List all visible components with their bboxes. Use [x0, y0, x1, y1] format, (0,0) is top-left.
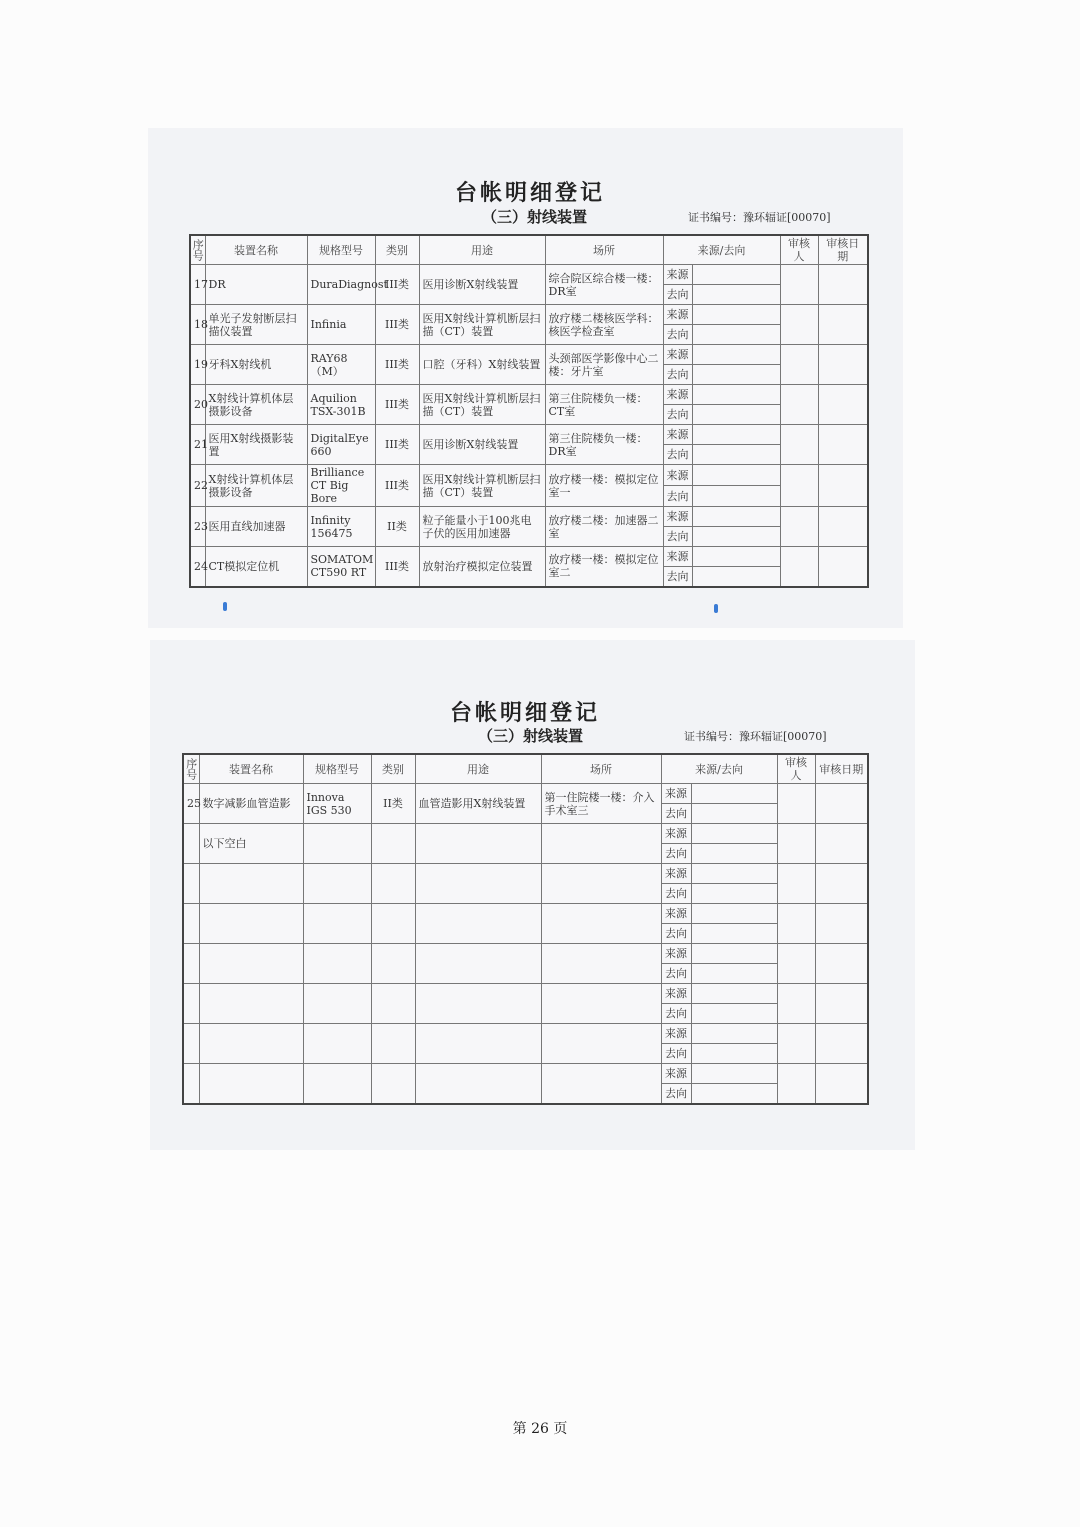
row-source-value: [692, 465, 780, 486]
row-dest-label: 去向: [663, 527, 692, 547]
row-source-label: 来源: [663, 305, 692, 325]
row-site: [541, 1064, 661, 1104]
row-source-value: [691, 824, 777, 844]
row-review-date: [818, 305, 868, 345]
row-review-date: [815, 1064, 868, 1104]
row-review-date: [818, 345, 868, 385]
header-source-dest: 来源/去向: [663, 235, 780, 265]
row-reviewer: [777, 1024, 815, 1064]
row-source-label: 来源: [663, 385, 692, 405]
row-dest-value: [692, 567, 780, 587]
header-name: 装置名称: [205, 235, 307, 265]
row-use: 血管造影用X射线装置: [415, 784, 541, 824]
scan-mark-dot: [714, 604, 718, 613]
row-dest-value: [692, 527, 780, 547]
row-site: [541, 984, 661, 1024]
row-dest-value: [691, 1044, 777, 1064]
table-row: [183, 864, 868, 884]
row-seq: [183, 984, 199, 1024]
row-category: [371, 904, 415, 944]
row-source-value: [692, 507, 780, 527]
row-dest-label: 去向: [661, 1004, 691, 1024]
row-source-value: [692, 345, 780, 365]
row-dest-label: 去向: [663, 325, 692, 345]
section1-title: 台帐明细登记: [455, 181, 606, 206]
row-reviewer: [777, 984, 815, 1024]
row-source-label: 来源: [663, 465, 692, 486]
row-reviewer: [777, 944, 815, 984]
header-source-dest: 来源/去向: [661, 754, 777, 784]
row-device-name: X射线计算机体层摄影设备: [205, 385, 307, 425]
row-device-name: [199, 984, 303, 1024]
row-model: SOMATOM CT590 RT: [307, 547, 375, 587]
row-use: 粒子能量小于100兆电子伏的医用加速器: [419, 507, 545, 547]
row-site: [541, 864, 661, 904]
row-category: II类: [371, 784, 415, 824]
row-category: [371, 984, 415, 1024]
row-seq: [183, 944, 199, 984]
table-row: [183, 984, 868, 1004]
row-source-label: 来源: [661, 1064, 691, 1084]
header-review-date: 审核日期: [815, 754, 868, 784]
row-dest-label: 去向: [661, 964, 691, 984]
row-site: 综合院区综合楼一楼：DR室: [545, 265, 663, 305]
row-seq: 19: [190, 345, 205, 385]
header-category: 类别: [371, 754, 415, 784]
row-dest-value: [692, 325, 780, 345]
row-source-label: 来源: [663, 425, 692, 445]
row-device-name: 数字减影血管造影: [199, 784, 303, 824]
row-reviewer: [780, 547, 818, 587]
ledger-table-2: [182, 753, 869, 1105]
row-category: [371, 824, 415, 864]
header-name: 装置名称: [199, 754, 303, 784]
row-category: III类: [375, 547, 419, 587]
row-source-label: 来源: [663, 547, 692, 567]
row-source-label: 来源: [661, 824, 691, 844]
row-site: 放疗楼二楼：加速器二室: [545, 507, 663, 547]
row-review-date: [815, 1024, 868, 1064]
row-device-name: 医用直线加速器: [205, 507, 307, 547]
row-use: 医用X射线计算机断层扫描（CT）装置: [419, 305, 545, 345]
row-source-label: 来源: [661, 864, 691, 884]
row-model: DigitalEye 660: [307, 425, 375, 465]
row-device-name: [199, 944, 303, 984]
section2-subtitle: （三）射线装置: [478, 727, 584, 745]
row-device-name: 医用X射线摄影装置: [205, 425, 307, 465]
row-source-value: [691, 1064, 777, 1084]
row-dest-value: [691, 804, 777, 824]
row-category: III类: [375, 265, 419, 305]
row-reviewer: [780, 305, 818, 345]
row-dest-value: [692, 365, 780, 385]
row-reviewer: [780, 507, 818, 547]
row-use: 医用X射线计算机断层扫描（CT）装置: [419, 465, 545, 507]
header-use: 用途: [419, 235, 545, 265]
row-category: III类: [375, 345, 419, 385]
row-device-name: [199, 864, 303, 904]
row-review-date: [815, 864, 868, 904]
row-use: 口腔（牙科）X射线装置: [419, 345, 545, 385]
row-model: Aquilion TSX-301B: [307, 385, 375, 425]
row-source-value: [692, 547, 780, 567]
row-dest-value: [691, 964, 777, 984]
row-source-value: [691, 1024, 777, 1044]
row-use: 医用诊断X射线装置: [419, 425, 545, 465]
row-model: Brilliance CT Big Bore: [307, 465, 375, 507]
row-dest-label: 去向: [661, 804, 691, 824]
row-model: [303, 984, 371, 1024]
row-dest-label: 去向: [661, 1044, 691, 1064]
row-source-value: [691, 904, 777, 924]
row-dest-value: [691, 884, 777, 904]
row-dest-label: 去向: [663, 445, 692, 465]
row-use: [415, 904, 541, 944]
row-seq: [183, 864, 199, 904]
row-source-value: [692, 305, 780, 325]
row-use: [415, 984, 541, 1024]
row-dest-label: 去向: [663, 365, 692, 385]
row-dest-value: [691, 1004, 777, 1024]
row-model: [303, 944, 371, 984]
row-site: [541, 1024, 661, 1064]
table-row: [190, 425, 868, 445]
scan-mark-dot: [223, 602, 227, 611]
table-row: [190, 465, 868, 486]
header-model: 规格型号: [303, 754, 371, 784]
row-use: 放射治疗模拟定位装置: [419, 547, 545, 587]
header-reviewer: 审核人: [777, 754, 815, 784]
row-category: II类: [375, 507, 419, 547]
header-seq: 序号: [190, 235, 205, 265]
row-category: [371, 1064, 415, 1104]
row-site: [541, 824, 661, 864]
row-seq: 17: [190, 265, 205, 305]
row-reviewer: [780, 425, 818, 465]
row-source-value: [691, 984, 777, 1004]
table-row: [183, 1064, 868, 1084]
row-use: [415, 824, 541, 864]
row-site: 放疗楼一楼：模拟定位室一: [545, 465, 663, 507]
row-use: [415, 1024, 541, 1064]
row-source-value: [691, 784, 777, 804]
row-model: DuraDiagnost: [307, 265, 375, 305]
row-source-label: 来源: [661, 944, 691, 964]
row-use: [415, 944, 541, 984]
row-source-label: 来源: [663, 507, 692, 527]
table-row: [183, 784, 868, 804]
row-dest-value: [692, 285, 780, 305]
section2-title: 台帐明细登记: [450, 701, 601, 726]
row-seq: [183, 824, 199, 864]
row-category: III类: [375, 425, 419, 465]
row-dest-label: 去向: [663, 405, 692, 425]
row-review-date: [815, 784, 868, 824]
row-source-label: 来源: [661, 904, 691, 924]
row-review-date: [818, 465, 868, 507]
row-model: [303, 824, 371, 864]
row-seq: 25: [183, 784, 199, 824]
ledger-table-1: [189, 234, 869, 588]
row-model: Infinity 156475: [307, 507, 375, 547]
table-row: [190, 507, 868, 527]
table-row: [183, 1024, 868, 1044]
header-site: 场所: [541, 754, 661, 784]
table-header-row: [190, 235, 868, 265]
row-review-date: [815, 984, 868, 1024]
table-row: [190, 345, 868, 365]
header-site: 场所: [545, 235, 663, 265]
row-site: 放疗楼二楼核医学科：核医学检查室: [545, 305, 663, 345]
section2-cert-number: 证书编号：豫环辐证[00070]: [684, 730, 827, 743]
row-model: Innova IGS 530: [303, 784, 371, 824]
table-row: [183, 944, 868, 964]
row-reviewer: [777, 864, 815, 904]
row-dest-value: [692, 486, 780, 507]
row-dest-label: 去向: [663, 486, 692, 507]
row-dest-label: 去向: [661, 1084, 691, 1104]
row-category: [371, 944, 415, 984]
row-device-name: 以下空白: [199, 824, 303, 864]
header-seq: 序号: [183, 754, 199, 784]
row-category: III类: [375, 385, 419, 425]
row-dest-label: 去向: [663, 285, 692, 305]
header-use: 用途: [415, 754, 541, 784]
table-row: [190, 265, 868, 285]
row-site: 头颈部医学影像中心二楼：牙片室: [545, 345, 663, 385]
row-review-date: [818, 265, 868, 305]
row-source-label: 来源: [663, 265, 692, 285]
row-reviewer: [777, 824, 815, 864]
row-device-name: X射线计算机体层摄影设备: [205, 465, 307, 507]
section1-cert-number: 证书编号：豫环辐证[00070]: [688, 211, 831, 224]
row-site: 放疗楼一楼：模拟定位室二: [545, 547, 663, 587]
page-number: 第 26 页: [512, 1421, 568, 1437]
row-model: RAY68（M）: [307, 345, 375, 385]
row-reviewer: [780, 465, 818, 507]
header-reviewer: 审核人: [780, 235, 818, 265]
table-header-row: [183, 754, 868, 784]
row-source-value: [692, 265, 780, 285]
table-row: [190, 385, 868, 405]
row-source-label: 来源: [663, 345, 692, 365]
row-model: Infinia: [307, 305, 375, 345]
row-seq: 22: [190, 465, 205, 507]
row-dest-label: 去向: [661, 884, 691, 904]
row-category: [371, 1024, 415, 1064]
row-seq: [183, 1024, 199, 1064]
row-reviewer: [777, 1064, 815, 1104]
row-dest-value: [692, 405, 780, 425]
row-source-label: 来源: [661, 784, 691, 804]
table-row: [183, 904, 868, 924]
row-model: [303, 864, 371, 904]
row-use: [415, 1064, 541, 1104]
row-device-name: [199, 904, 303, 944]
row-category: III类: [375, 465, 419, 507]
row-device-name: DR: [205, 265, 307, 305]
row-reviewer: [777, 784, 815, 824]
row-dest-label: 去向: [661, 924, 691, 944]
row-device-name: [199, 1064, 303, 1104]
row-reviewer: [780, 385, 818, 425]
row-device-name: 单光子发射断层扫描仪装置: [205, 305, 307, 345]
row-model: [303, 904, 371, 944]
row-review-date: [815, 944, 868, 984]
row-device-name: [199, 1024, 303, 1064]
row-reviewer: [780, 345, 818, 385]
row-model: [303, 1064, 371, 1104]
section1-subtitle: （三）射线装置: [482, 208, 588, 226]
row-seq: 18: [190, 305, 205, 345]
row-site: [541, 904, 661, 944]
row-device-name: CT模拟定位机: [205, 547, 307, 587]
header-review-date: 审核日期: [818, 235, 868, 265]
row-reviewer: [777, 904, 815, 944]
row-source-value: [691, 944, 777, 964]
table-row: [190, 305, 868, 325]
row-category: [371, 864, 415, 904]
header-model: 规格型号: [307, 235, 375, 265]
row-dest-value: [691, 1084, 777, 1104]
table-row: [190, 547, 868, 567]
row-review-date: [818, 547, 868, 587]
row-reviewer: [780, 265, 818, 305]
row-site: 第三住院楼负一楼：CT室: [545, 385, 663, 425]
row-use: 医用诊断X射线装置: [419, 265, 545, 305]
row-source-label: 来源: [661, 984, 691, 1004]
row-use: [415, 864, 541, 904]
row-use: 医用X射线计算机断层扫描（CT）装置: [419, 385, 545, 425]
row-site: [541, 944, 661, 984]
row-dest-value: [692, 445, 780, 465]
header-category: 类别: [375, 235, 419, 265]
row-category: III类: [375, 305, 419, 345]
row-source-value: [692, 425, 780, 445]
row-seq: 24: [190, 547, 205, 587]
row-review-date: [818, 507, 868, 547]
row-review-date: [818, 425, 868, 465]
row-dest-value: [691, 844, 777, 864]
row-seq: 23: [190, 507, 205, 547]
row-review-date: [815, 824, 868, 864]
row-device-name: 牙科X射线机: [205, 345, 307, 385]
table-row: [183, 824, 868, 844]
row-source-value: [692, 385, 780, 405]
row-model: [303, 1024, 371, 1064]
row-dest-value: [691, 924, 777, 944]
row-dest-label: 去向: [661, 844, 691, 864]
row-site: 第三住院楼负一楼：DR室: [545, 425, 663, 465]
row-source-label: 来源: [661, 1024, 691, 1044]
row-seq: 20: [190, 385, 205, 425]
row-seq: [183, 1064, 199, 1104]
row-review-date: [818, 385, 868, 425]
row-dest-label: 去向: [663, 567, 692, 587]
row-seq: 21: [190, 425, 205, 465]
row-site: 第一住院楼一楼：介入手术室三: [541, 784, 661, 824]
row-seq: [183, 904, 199, 944]
row-source-value: [691, 864, 777, 884]
row-review-date: [815, 904, 868, 944]
